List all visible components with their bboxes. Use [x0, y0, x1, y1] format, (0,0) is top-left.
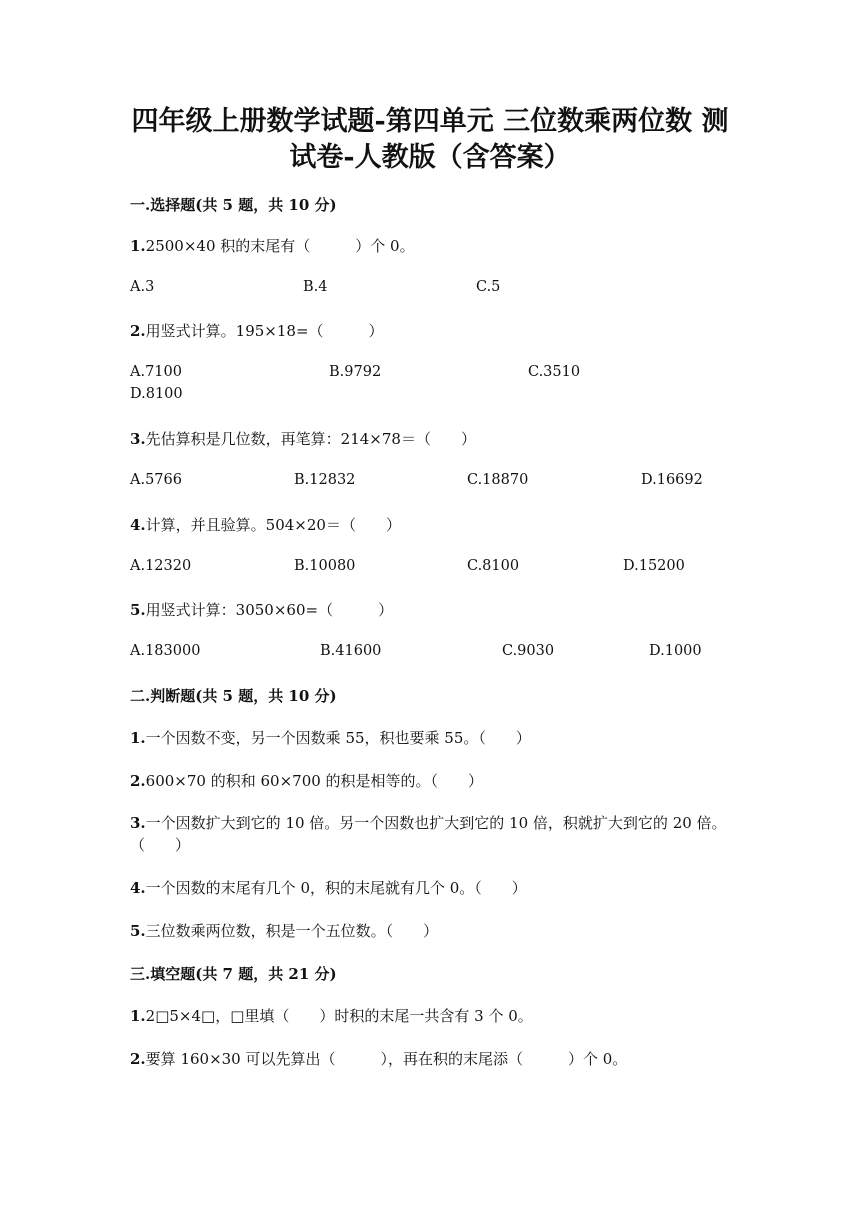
- question-number: 2.: [130, 1050, 146, 1068]
- question: [130, 235, 730, 257]
- question-text: 600×70 的积和 60×700 的积是相等的。（ ）: [145, 772, 484, 790]
- question-text: 一个因数的末尾有几个 0，积的末尾就有几个 0。（ ）: [145, 879, 527, 897]
- question-text: 三位数乘两位数，积是一个五位数。（ ）: [145, 922, 439, 940]
- question-number: 5.: [130, 601, 146, 619]
- option-a: A.7100: [130, 364, 182, 380]
- section-heading-choice: 一.选择题(共 5 题，共 10 分): [130, 196, 337, 214]
- option-b: B.12832: [294, 472, 356, 488]
- section-heading-judgement: 二.判断题(共 5 题，共 10 分): [130, 687, 337, 705]
- question: [130, 877, 730, 899]
- page-title: [110, 104, 750, 176]
- option-c: C.18870: [467, 472, 529, 488]
- section-heading-fill-in: 三.填空题(共 7 题，共 21 分): [130, 965, 337, 983]
- option-c: C.8100: [467, 558, 520, 574]
- option-row: [0, 472, 860, 494]
- question-text: 2500×40 积的末尾有（ ）个 0。: [145, 237, 415, 255]
- option-row: [0, 364, 860, 386]
- question: [130, 770, 730, 792]
- option-c: C.5: [476, 279, 501, 295]
- option-c: C.3510: [528, 364, 581, 380]
- question-number: 4.: [130, 879, 146, 897]
- question: [130, 599, 730, 621]
- option-a: A.5766: [130, 472, 182, 488]
- question: [130, 514, 730, 536]
- option-b: B.41600: [320, 643, 382, 659]
- question-number: 2.: [130, 322, 146, 340]
- option-b: B.4: [303, 279, 328, 295]
- question-text: 一个因数不变，另一个因数乘 55，积也要乘 55。（ ）: [145, 729, 531, 747]
- title-line-1: 四年级上册数学试题-第四单元 三位数乘两位数 测: [131, 106, 729, 137]
- question-number: 4.: [130, 516, 146, 534]
- question-text: 计算，并且验算。504×20＝（ ）: [145, 516, 401, 534]
- question: [130, 812, 730, 856]
- question: [130, 1005, 730, 1027]
- option-a: A.3: [130, 279, 155, 295]
- option-d: D.1000: [649, 643, 702, 659]
- option-b: B.10080: [294, 558, 356, 574]
- question-text: 用竖式计算：3050×60=（ ）: [145, 601, 394, 619]
- question-number: 1.: [130, 237, 146, 255]
- question-number: 1.: [130, 1007, 146, 1025]
- question-number: 1.: [130, 729, 146, 747]
- question: [130, 320, 730, 342]
- option-d: D.15200: [623, 558, 685, 574]
- question-text: 用竖式计算。195×18=（ ）: [145, 322, 384, 340]
- option-d: D.8100: [130, 386, 183, 402]
- question-text: 一个因数扩大到它的 10 倍。另一个因数也扩大到它的 10 倍，积就扩大到它的 20 倍。（ ）: [130, 814, 727, 854]
- question: [130, 727, 730, 749]
- question-number: 3.: [130, 430, 146, 448]
- option-d: D.16692: [641, 472, 703, 488]
- option-b: B.9792: [329, 364, 382, 380]
- question: [130, 1048, 730, 1070]
- question: [130, 428, 730, 450]
- option-row: [0, 386, 860, 408]
- question-text: 要算 160×30 可以先算出（ ），再在积的末尾添（ ）个 0。: [145, 1050, 628, 1068]
- title-line-2: 试卷-人教版（含答案）: [289, 142, 571, 173]
- option-row: [0, 558, 860, 580]
- option-row: [0, 279, 860, 301]
- question-text: 先估算积是几位数，再笔算：214×78＝（ ）: [145, 430, 476, 448]
- question: [130, 920, 730, 942]
- question-number: 2.: [130, 772, 146, 790]
- question-number: 3.: [130, 814, 146, 832]
- option-a: A.12320: [130, 558, 192, 574]
- option-c: C.9030: [502, 643, 555, 659]
- option-a: A.183000: [130, 643, 201, 659]
- option-row: [0, 643, 860, 665]
- question-number: 5.: [130, 922, 146, 940]
- question-text: 2□5×4□，□里填（ ）时积的末尾一共含有 3 个 0。: [145, 1007, 533, 1025]
